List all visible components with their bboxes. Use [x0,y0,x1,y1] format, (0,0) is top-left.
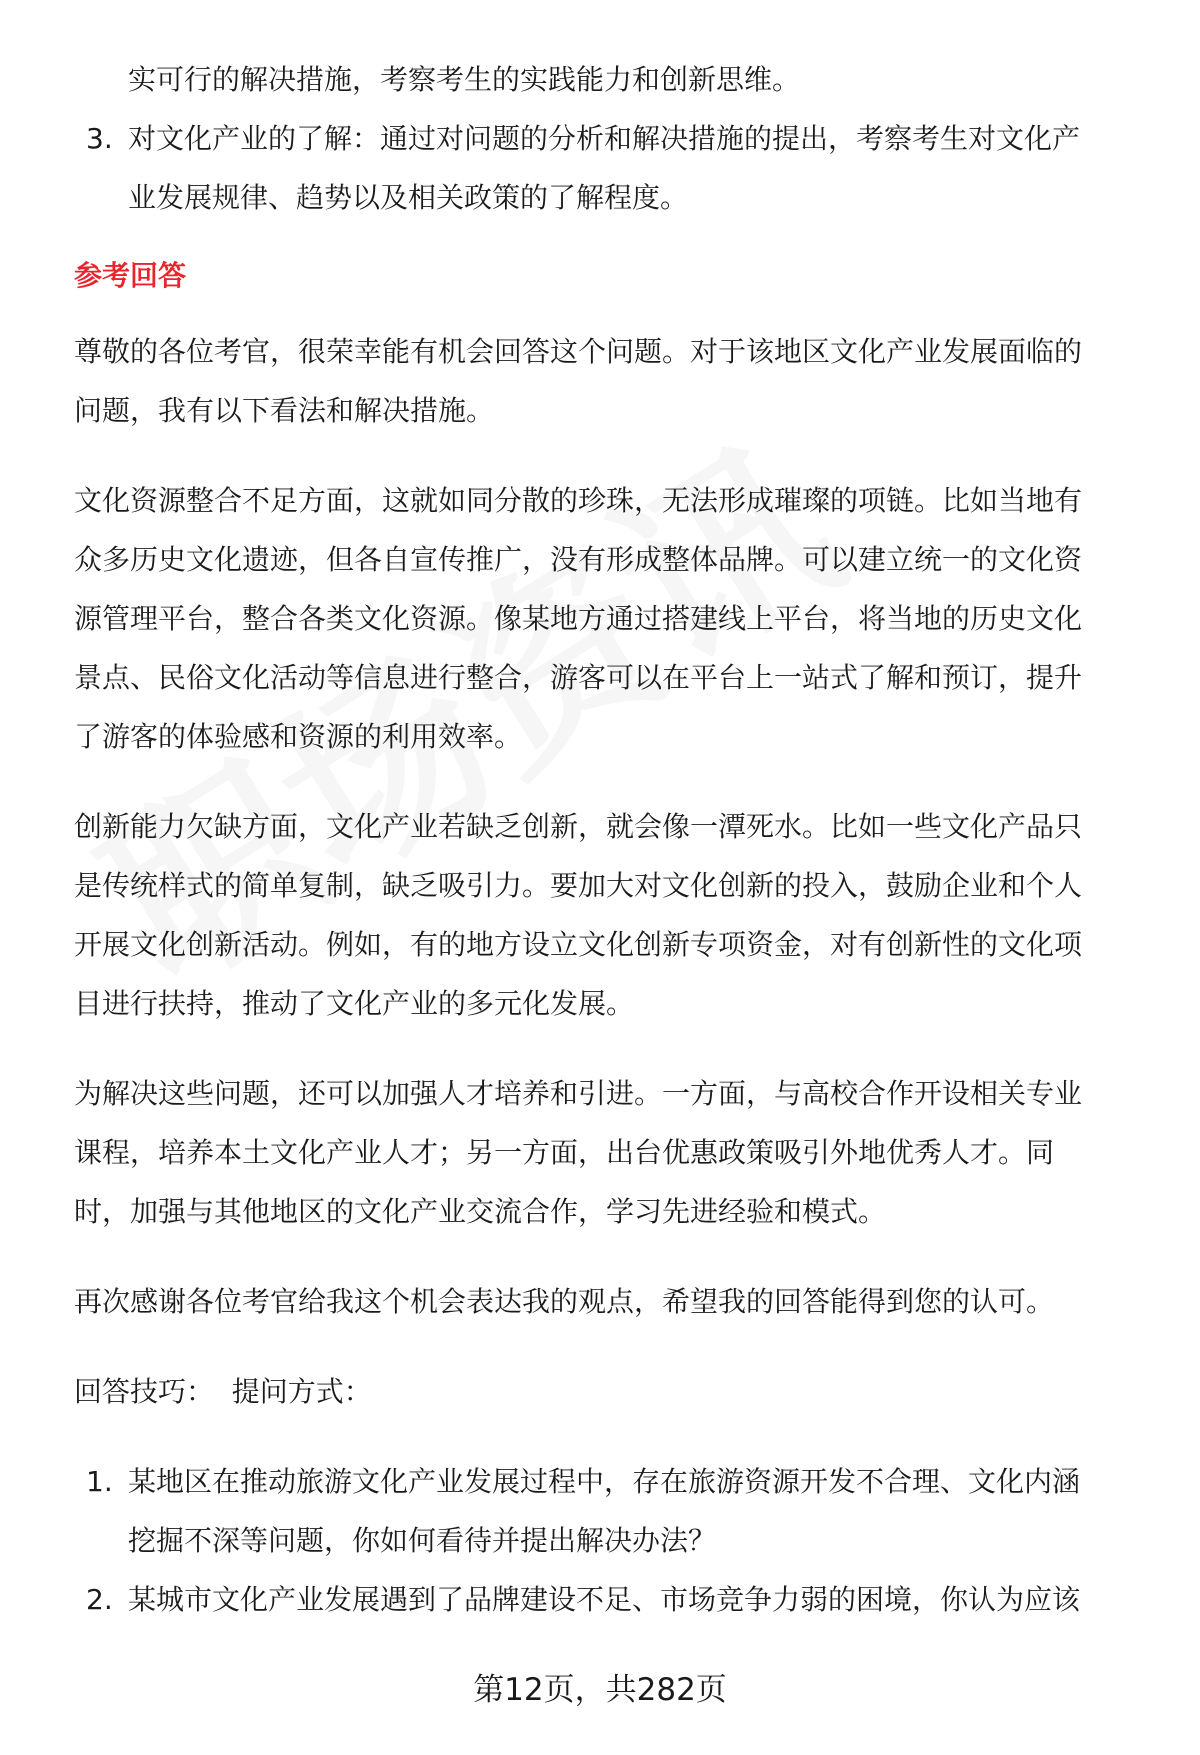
paragraph-innovation [74,797,1144,1033]
point-3 [74,109,1144,227]
tips-label: 回答技巧： 提问方式： [74,1375,372,1408]
paragraph-line: 问题，我有以下看法和解决措施。 [74,394,495,427]
paragraph-resource-integration [74,471,1144,766]
question-2-line-1: 某城市文化产业发展遇到了品牌建设不足、市场竞争力弱的困境，你认为应该 [128,1583,1081,1616]
paragraph-line: 了游客的体验感和资源的利用效率。 [74,720,523,753]
paragraph-line: 众多历史文化遗迹，但各自宣传推广，没有形成整体品牌。可以建立统一的文化资 [74,543,1083,576]
question-1-line-2: 挖掘不深等问题，你如何看待并提出解决办法？ [128,1524,717,1557]
paragraph-line: 为解决这些问题，还可以加强人才培养和引进。一方面，与高校合作开设相关专业 [74,1077,1083,1110]
paragraph-line: 尊敬的各位考官，很荣幸能有机会回答这个问题。对于该地区文化产业发展面临的 [74,335,1083,368]
question-1-number: 1. [86,1465,113,1498]
page-footer: 第12页，共282页 [473,1672,727,1708]
paragraph-closing [74,1272,1144,1331]
paragraph-talent [74,1064,1144,1241]
point-3-line-2: 业发展规律、趋势以及相关政策的了解程度。 [128,181,689,214]
answer-heading: 参考回答 [74,259,187,292]
paragraph-line: 文化资源整合不足方面，这就如同分散的珍珠，无法形成璀璨的项链。比如当地有 [74,484,1083,517]
paragraph-line: 源管理平台，整合各类文化资源。像某地方通过搭建线上平台，将当地的历史文化 [74,602,1083,635]
paragraph-line: 再次感谢各位考官给我这个机会表达我的观点，希望我的回答能得到您的认可。 [74,1285,1055,1318]
question-2-number: 2. [86,1583,113,1616]
question-1-line-1: 某地区在推动旅游文化产业发展过程中，存在旅游资源开发不合理、文化内涵 [128,1465,1081,1498]
paragraph-line: 开展文化创新活动。例如，有的地方设立文化创新专项资金，对有创新性的文化项 [74,928,1083,961]
paragraph-line: 时，加强与其他地区的文化产业交流合作，学习先进经验和模式。 [74,1195,887,1228]
paragraph-line: 课程，培养本土文化产业人才；另一方面，出台优惠政策吸引外地优秀人才。同 [74,1136,1055,1169]
point-3-line-1: 对文化产业的了解：通过对问题的分析和解决措施的提出，考察考生对文化产 [128,122,1081,155]
paragraph-greeting [74,322,1144,440]
paragraph-line: 目进行扶持，推动了文化产业的多元化发展。 [74,987,635,1020]
paragraph-line: 是传统样式的简单复制，缺乏吸引力。要加大对文化创新的投入，鼓励企业和个人 [74,869,1083,902]
page-content [74,50,1144,1629]
paragraph-line: 景点、民俗文化活动等信息进行整合，游客可以在平台上一站式了解和预订，提升 [74,661,1083,694]
intro-continuation: 实可行的解决措施，考察考生的实践能力和创新思维。 [128,63,801,96]
question-2 [74,1570,1144,1629]
question-1 [74,1452,1144,1570]
point-3-number: 3. [86,122,113,155]
paragraph-line: 创新能力欠缺方面，文化产业若缺乏创新，就会像一潭死水。比如一些文化产品只 [74,810,1083,843]
